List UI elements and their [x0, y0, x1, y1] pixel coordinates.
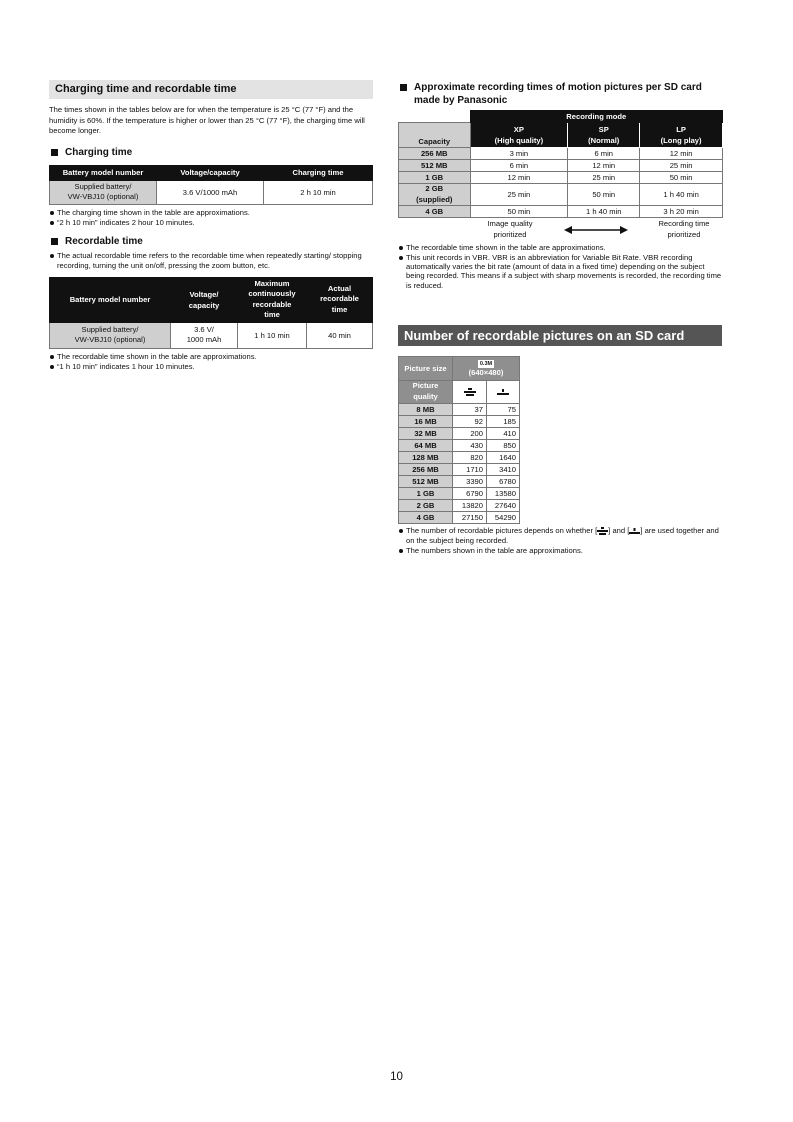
battery-cell: Supplied battery/ VW-VBJ10 (optional) [50, 180, 157, 204]
table-row: 256 MB 1710 3410 [399, 463, 520, 475]
recording-mode-header: Recording mode [470, 111, 723, 123]
table-row: 512 MB 6 min 12 min 25 min [399, 160, 723, 172]
capacity-header: Capacity [399, 123, 471, 148]
left-column [49, 80, 373, 372]
section-title: Charging time and recordable time [49, 80, 373, 99]
voltage-cell: 3.6 V/1000 mAh [157, 180, 264, 204]
note: The numbers shown in the table are approximations. [398, 546, 723, 556]
col-header: Charging time [264, 165, 373, 180]
normal-quality-icon [487, 380, 520, 403]
table-row: 1 GB 12 min 25 min 50 min [399, 172, 723, 184]
table-row: 2 GB (supplied) 25 min 50 min 1 h 40 min [399, 184, 723, 206]
page-number: 10 [390, 1071, 403, 1083]
note: The charging time shown in the table are approximations. [49, 208, 373, 218]
col-header: Voltage/ capacity [171, 277, 238, 322]
actual-time-cell: 40 min [307, 322, 373, 348]
table-row: 512 MB 3390 6780 [399, 475, 520, 487]
picture-size-value: 0.3M (640×480) [453, 356, 520, 380]
recording-time-caption: Recording time prioritized [658, 219, 710, 239]
quality-scale [398, 219, 723, 241]
table-row: 2 GB 13820 27640 [399, 499, 520, 511]
picture-quality-header: Picture quality [399, 380, 453, 403]
note: The number of recordable pictures depends on whether [ ] and [ ] are used together and on the subject being recorded. [398, 526, 723, 546]
recordable-top-note [49, 251, 373, 271]
picture-size-icon: 0.3M [479, 361, 493, 368]
note: “2 h 10 min” indicates 2 hour 10 minutes. [49, 218, 373, 228]
recordable-time-heading: Recordable time [49, 235, 373, 248]
col-header: Maximum continuously recordable time [238, 277, 307, 322]
recordable-notes [49, 352, 373, 372]
table-row: 32 MB 200 410 [399, 427, 520, 439]
fine-quality-icon [453, 380, 487, 403]
voltage-cell: 3.6 V/ 1000 mAh [171, 322, 238, 348]
right-column [398, 81, 723, 556]
recordable-pictures-table [398, 356, 520, 524]
charging-time-cell: 2 h 10 min [264, 180, 373, 204]
note: The recordable time shown in the table are approximations. [398, 243, 723, 253]
col-header: Voltage/capacity [157, 165, 264, 180]
battery-cell: Supplied battery/ VW-VBJ10 (optional) [50, 322, 171, 348]
table-row: 4 GB 27150 54290 [399, 511, 520, 523]
note: The recordable time shown in the table are approximations. [49, 352, 373, 362]
square-bullet-icon [51, 149, 58, 156]
charging-time-table [49, 165, 373, 205]
table-row: 8 MB 37 75 [399, 403, 520, 415]
intro-paragraph: The times shown in the tables below are for when the temperature is 25 °C (77 °F) and the humidity is 60%. If the temperature is higher or lower than 25 °C (77 °F), the charging time will become longer. [49, 105, 365, 135]
mode-sp-header: SP (Normal) [568, 123, 640, 148]
table-row: 256 MB 3 min 6 min 12 min [399, 148, 723, 160]
table-row: 1 GB 6790 13580 [399, 487, 520, 499]
mode-lp-header: LP (Long play) [640, 123, 723, 148]
motion-notes [398, 243, 723, 290]
picture-size-header: Picture size [399, 356, 453, 380]
fine-quality-icon [597, 527, 608, 535]
square-bullet-icon [400, 84, 407, 91]
table-row [50, 322, 373, 348]
table-row: 64 MB 430 850 [399, 439, 520, 451]
table-row: 128 MB 820 1640 [399, 451, 520, 463]
square-bullet-icon [51, 238, 58, 245]
recordable-pictures-banner: Number of recordable pictures on an SD card [398, 325, 722, 346]
note: “1 h 10 min” indicates 1 hour 10 minutes. [49, 362, 373, 372]
recordable-time-table [49, 277, 373, 349]
col-header: Battery model number [50, 165, 157, 180]
table-row [50, 180, 373, 204]
col-header: Actual recordable time [307, 277, 373, 322]
normal-quality-icon [629, 527, 640, 535]
note: This unit records in VBR. VBR is an abbreviation for Variable Bit Rate. VBR recording automatically varies the bit rate (amount of data in a fixed time) depending on the subject being recorded. This means if a subject with sharp movements is recorded, the recording time is reduced. [398, 253, 723, 290]
charging-notes [49, 208, 373, 228]
charging-time-heading: Charging time [49, 146, 373, 159]
max-time-cell: 1 h 10 min [238, 322, 307, 348]
recording-times-table [398, 110, 723, 218]
mode-xp-header: XP (High quality) [470, 123, 568, 148]
motion-pictures-heading: Approximate recording times of motion pictures per SD card made by Panasonic [398, 81, 723, 107]
pictures-notes [398, 526, 723, 556]
table-row: 16 MB 92 185 [399, 415, 520, 427]
note: The actual recordable time refers to the recordable time when repeatedly starting/ stopping recording, turning the unit on/off, pressing the zoom button, etc. [49, 251, 373, 271]
double-arrow-icon [564, 225, 628, 235]
col-header: Battery model number [50, 277, 171, 322]
image-quality-caption: Image quality prioritized [487, 219, 533, 239]
table-row: 4 GB 50 min 1 h 40 min 3 h 20 min [399, 206, 723, 218]
